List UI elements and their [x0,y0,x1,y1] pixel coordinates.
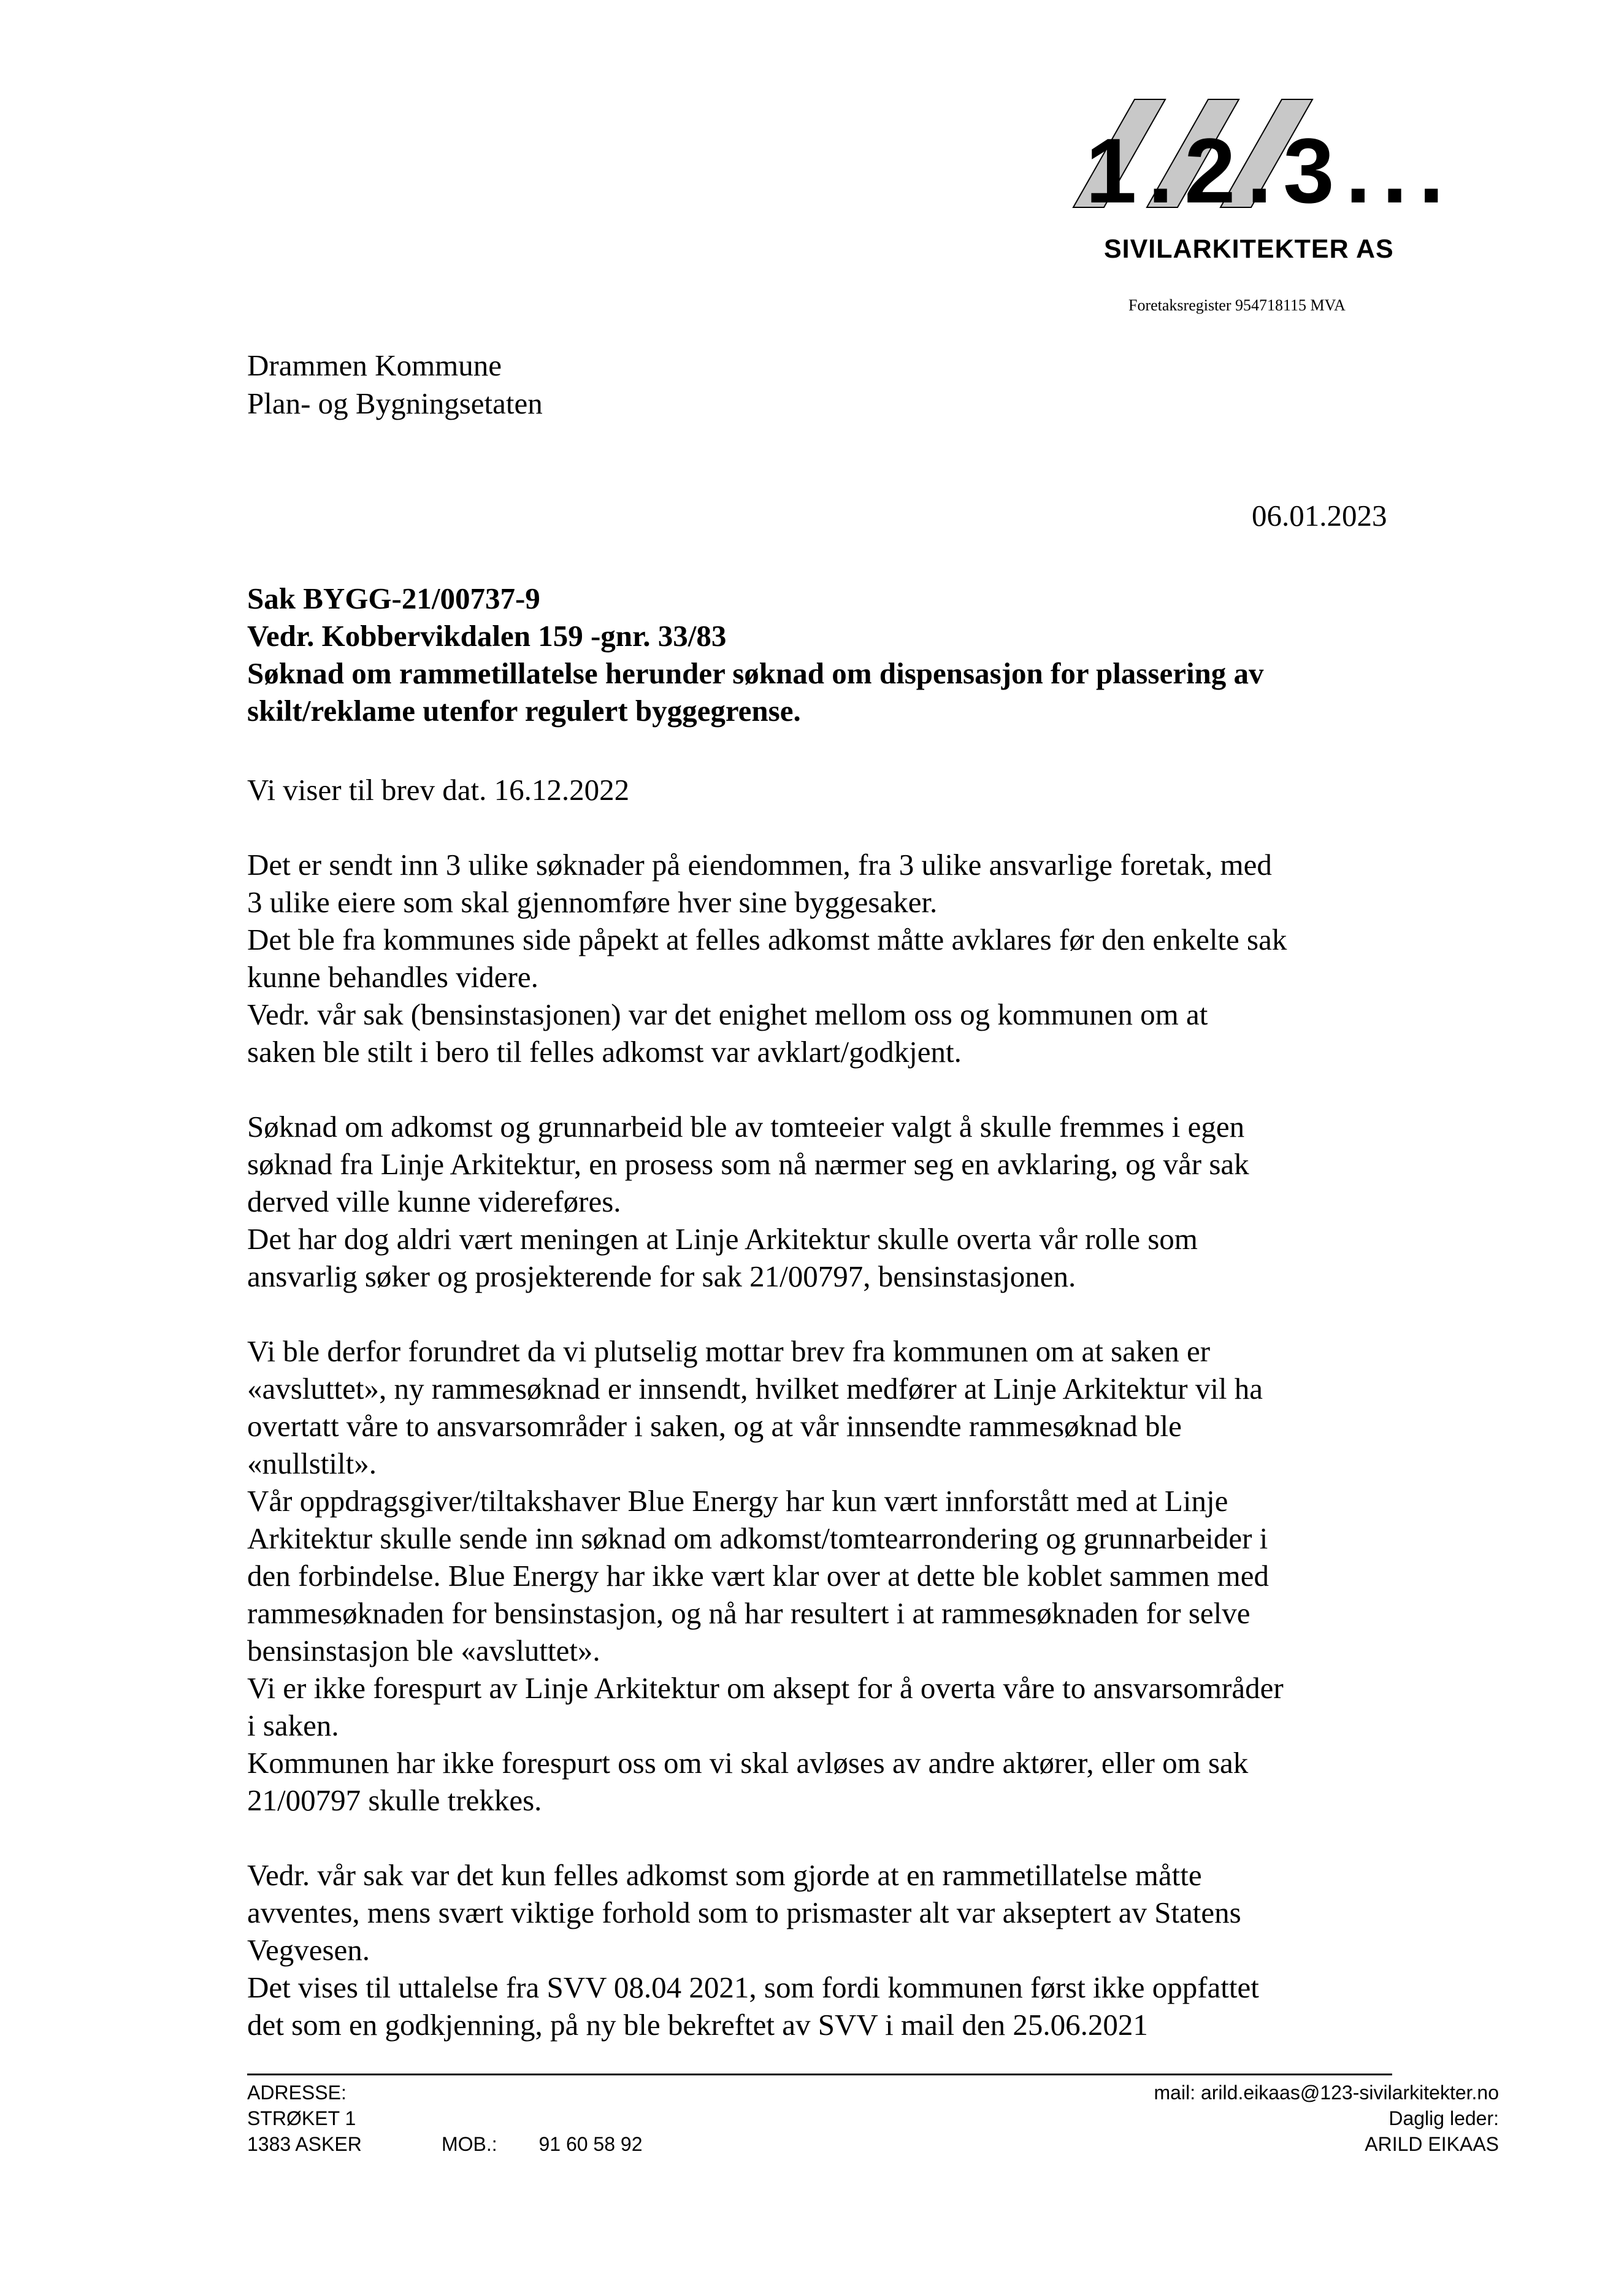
manager-label: Daglig leder: [1388,2107,1499,2129]
text-line: ansvarlig søker og prosjekterende for sak 21/00797, bensinstasjonen. [247,1259,1076,1293]
logo-graphic [1073,98,1455,222]
text-line: Vi ble derfor forundret da vi plutselig mottar brev fra kommunen om at saken er [247,1334,1211,1368]
text-line: Det ble fra kommunes side påpekt at felles adkomst måtte avklares før den enkelte sak [247,923,1287,956]
text-line: overtatt våre to ansvarsområder i saken, og at vår innsendte rammesøknad ble [247,1409,1182,1443]
address-city: 1383 ASKER [247,2133,362,2155]
text-line: saken ble stilt i bero til felles adkomst var avklart/godkjent. [247,1035,962,1069]
text-line: det som en godkjenning, på ny ble bekreftet av SVV i mail den 25.06.2021 [247,2008,1148,2042]
company-logo [1073,98,1455,222]
text-line: kunne behandles videre. [247,960,538,994]
mobile-number: 91 60 58 92 [538,2133,643,2155]
text-line: 21/00797 skulle trekkes. [247,1783,542,1817]
text-line: 3 ulike eiere som skal gjennomføre hver sine byggesaker. [247,885,938,919]
text-line: Vegvesen. [247,1933,370,1967]
paragraph [247,846,1412,1071]
address-label: ADRESSE: [247,2082,347,2104]
paragraph [247,771,1412,809]
paragraph [247,1332,1412,1819]
text-line: Vår oppdragsgiver/tiltakshaver Blue Energy har kun vært innforstått med at Linje [247,1484,1228,1518]
mobile-label: MOB.: [442,2133,497,2155]
text-line: Vi er ikke forespurt av Linje Arkitektur om aksept for å overta våre to ansvarsområder [247,1671,1284,1705]
footer-mobile [442,2131,643,2157]
text-line: rammesøknaden for bensinstasjon, og nå har resultert i at rammesøknaden for selve [247,1596,1251,1630]
paragraph [247,1856,1412,2043]
paragraph [247,1108,1412,1295]
text-line: den forbindelse. Blue Energy har ikke vært klar over at dette ble koblet sammen med [247,1559,1269,1593]
text-line: Søknad om adkomst og grunnarbeid ble av tomteeier valgt å skulle fremmes i egen [247,1110,1245,1144]
email-address[interactable]: mail: arild.eikaas@123-sivilarkitekter.no [1154,2082,1499,2104]
subject-block [247,580,1264,729]
footer-address [247,2080,362,2157]
footer-divider [247,2074,1392,2075]
footer-contact [1154,2080,1499,2157]
text-line: Det er sendt inn 3 ulike søknader på eiendommen, fra 3 ulike ansvarlige foretak, med [247,848,1272,882]
manager-name: ARILD EIKAAS [1365,2133,1499,2155]
company-name: SIVILARKITEKTER AS [1104,234,1394,264]
recipient-department: Plan- og Bygningsetaten [247,386,543,420]
text-line: i saken. [247,1709,339,1742]
subject-line: Søknad om rammetillatelse herunder søknad om dispensasjon for plassering av [247,656,1264,690]
text-line: søknad fra Linje Arkitektur, en prosess som nå nærmer seg en avklaring, og vår sak [247,1147,1249,1181]
property-reference: Vedr. Kobbervikdalen 159 -gnr. 33/83 [247,619,727,653]
svg-text:1.2.3...: 1.2.3... [1086,119,1455,222]
text-line: Arkitektur skulle sende inn søknad om adkomst/tomtearrondering og grunnarbeider i [247,1521,1268,1555]
text-line: avventes, mens svært viktige forhold som to prismaster alt var akseptert av Statens [247,1896,1241,1929]
text-line: derved ville kunne videreføres. [247,1185,621,1218]
letter-body [247,771,1412,2043]
text-line: bensinstasjon ble «avsluttet». [247,1634,600,1667]
recipient-name: Drammen Kommune [247,348,502,382]
text-line: Vedr. vår sak var det kun felles adkomst som gjorde at en rammetillatelse måtte [247,1858,1202,1892]
text-line: Det har dog aldri vært meningen at Linje Arkitektur skulle overta vår rolle som [247,1222,1198,1256]
text-line: Kommunen har ikke forespurt oss om vi skal avløses av andre aktører, eller om sak [247,1746,1249,1780]
subject-line: skilt/reklame utenfor regulert byggegrense. [247,694,801,728]
text-line: Vedr. vår sak (bensinstasjonen) var det enighet mellom oss og kommunen om at [247,998,1208,1031]
text-line: «nullstilt». [247,1447,377,1480]
recipient-block [247,347,543,423]
case-number: Sak BYGG-21/00737-9 [247,582,540,615]
company-registration: Foretaksregister 954718115 MVA [1128,296,1346,314]
letter-date: 06.01.2023 [1252,499,1387,532]
text-line: Det vises til uttalelse fra SVV 08.04 2021, som fordi kommunen først ikke oppfattet [247,1970,1259,2004]
text-line: Vi viser til brev dat. 16.12.2022 [247,773,630,807]
address-street: STRØKET 1 [247,2107,356,2129]
text-line: «avsluttet», ny rammesøknad er innsendt, hvilket medfører at Linje Arkitektur vil ha [247,1372,1263,1405]
